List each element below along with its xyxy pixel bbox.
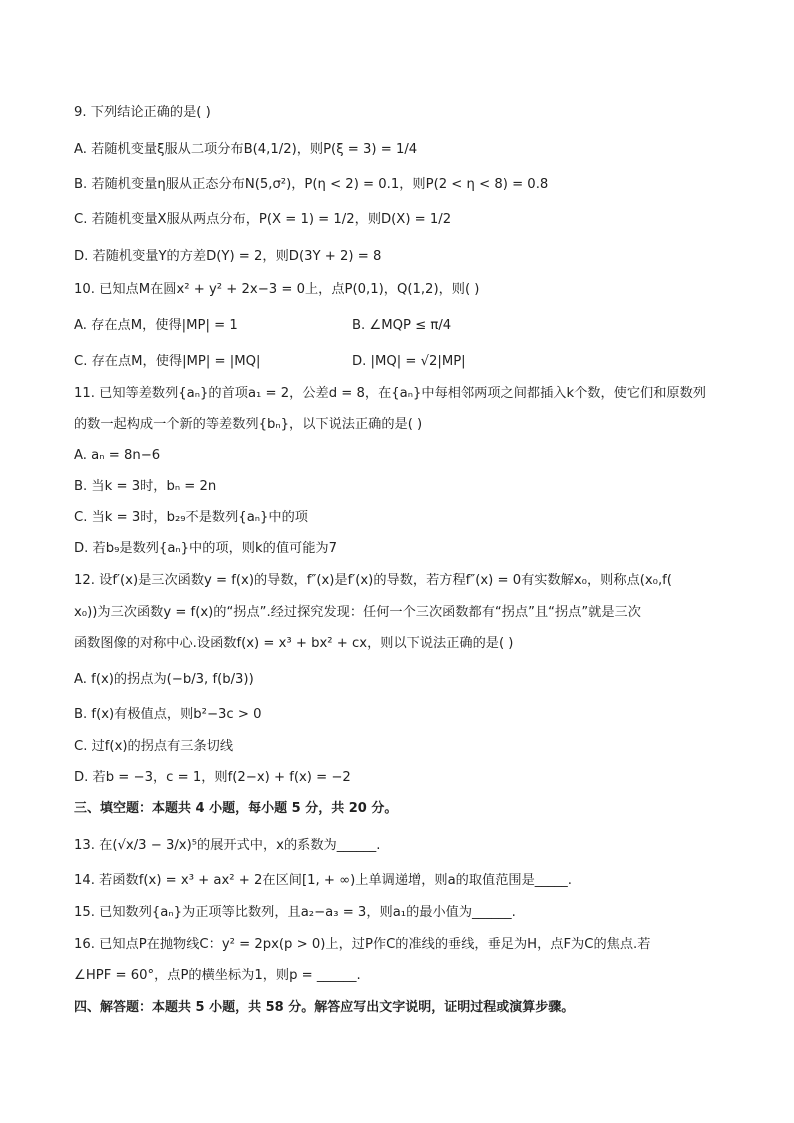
q12-option-b: B. f(x)有极值点，则b²−3c > 0 [74,707,262,722]
q10-option-d: D. |MQ| = √2|MP| [352,354,466,369]
q13-text: 13. 在(√x/3 − 3/x)⁵的展开式中，x的系数为______. [74,838,381,853]
q15-text: 15. 已知数列{aₙ}为正项等比数列，且a₂−a₃ = 3，则a₁的最小值为______. [74,905,516,920]
q14-text: 14. 若函数f(x) = x³ + ax² + 2在区间[1, + ∞)上单调递增，则a的取值范围是_____. [74,873,572,888]
q12-stem-line3: 函数图像的对称中心.设函数f(x) = x³ + bx² + cx，则以下说法正确的是( ) [74,636,514,651]
q11-option-b: B. 当k = 3时，bₙ = 2n [74,479,217,494]
q12-option-c: C. 过f(x)的拐点有三条切线 [74,739,234,754]
q10-stem: 10. 已知点M在圆x² + y² + 2x−3 = 0上，点P(0,1)，Q(1,2)，则( ) [74,282,480,297]
section3-heading: 三、填空题：本题共 4 小题，每小题 5 分，共 20 分。 [74,801,398,816]
q16-text-line2: ∠HPF = 60°，点P的横坐标为1，则p = ______. [74,968,361,983]
q11-option-a: A. aₙ = 8n−6 [74,448,161,463]
q12-stem-line2: x₀))为三次函数y = f(x)的“拐点”.经过探究发现：任何一个三次函数都有“拐点”且“拐点”就是三次 [74,605,641,620]
q11-stem-line2: 的数一起构成一个新的等差数列{bₙ}，以下说法正确的是( ) [74,417,423,432]
q10-option-a: A. 存在点M，使得|MP| = 1 [74,318,238,333]
q9-option-b: B. 若随机变量η服从正态分布N(5,σ²)，P(η < 2) = 0.1，则P(2 < η < 8) = 0.8 [74,177,549,192]
q10-option-b: B. ∠MQP ≤ π/4 [352,318,452,333]
q16-text-line1: 16. 已知点P在抛物线C：y² = 2px(p > 0)上，过P作C的准线的垂线，垂足为H，点F为C的焦点.若 [74,937,651,952]
q9-option-c: C. 若随机变量X服从两点分布，P(X = 1) = 1/2，则D(X) = 1/2 [74,212,452,227]
q10-option-c: C. 存在点M，使得|MP| = |MQ| [74,354,261,369]
q9-option-d: D. 若随机变量Y的方差D(Y) = 2，则D(3Y + 2) = 8 [74,249,382,264]
q11-stem-line1: 11. 已知等差数列{aₙ}的首项a₁ = 2，公差d = 8，在{aₙ}中每相邻两项之间都插入k个数，使它们和原数列 [74,386,706,401]
section4-heading: 四、解答题：本题共 5 小题，共 58 分。解答应写出文字说明，证明过程或演算步骤。 [74,1000,575,1015]
q12-option-a: A. f(x)的拐点为(−b/3, f(b/3)) [74,672,254,687]
q12-option-d: D. 若b = −3，c = 1，则f(2−x) + f(x) = −2 [74,770,351,785]
q11-option-c: C. 当k = 3时，b₂₉不是数列{aₙ}中的项 [74,510,308,525]
q9-option-a: A. 若随机变量ξ服从二项分布B(4,1/2)，则P(ξ = 3) = 1/4 [74,142,418,157]
q12-stem-line1: 12. 设f′(x)是三次函数y = f(x)的导数，f″(x)是f′(x)的导数，若方程f″(x) = 0有实数解x₀，则称点(x₀,f( [74,573,672,588]
q9-stem: 9. 下列结论正确的是( ) [74,105,211,120]
q11-option-d: D. 若b₉是数列{aₙ}中的项，则k的值可能为7 [74,541,337,556]
